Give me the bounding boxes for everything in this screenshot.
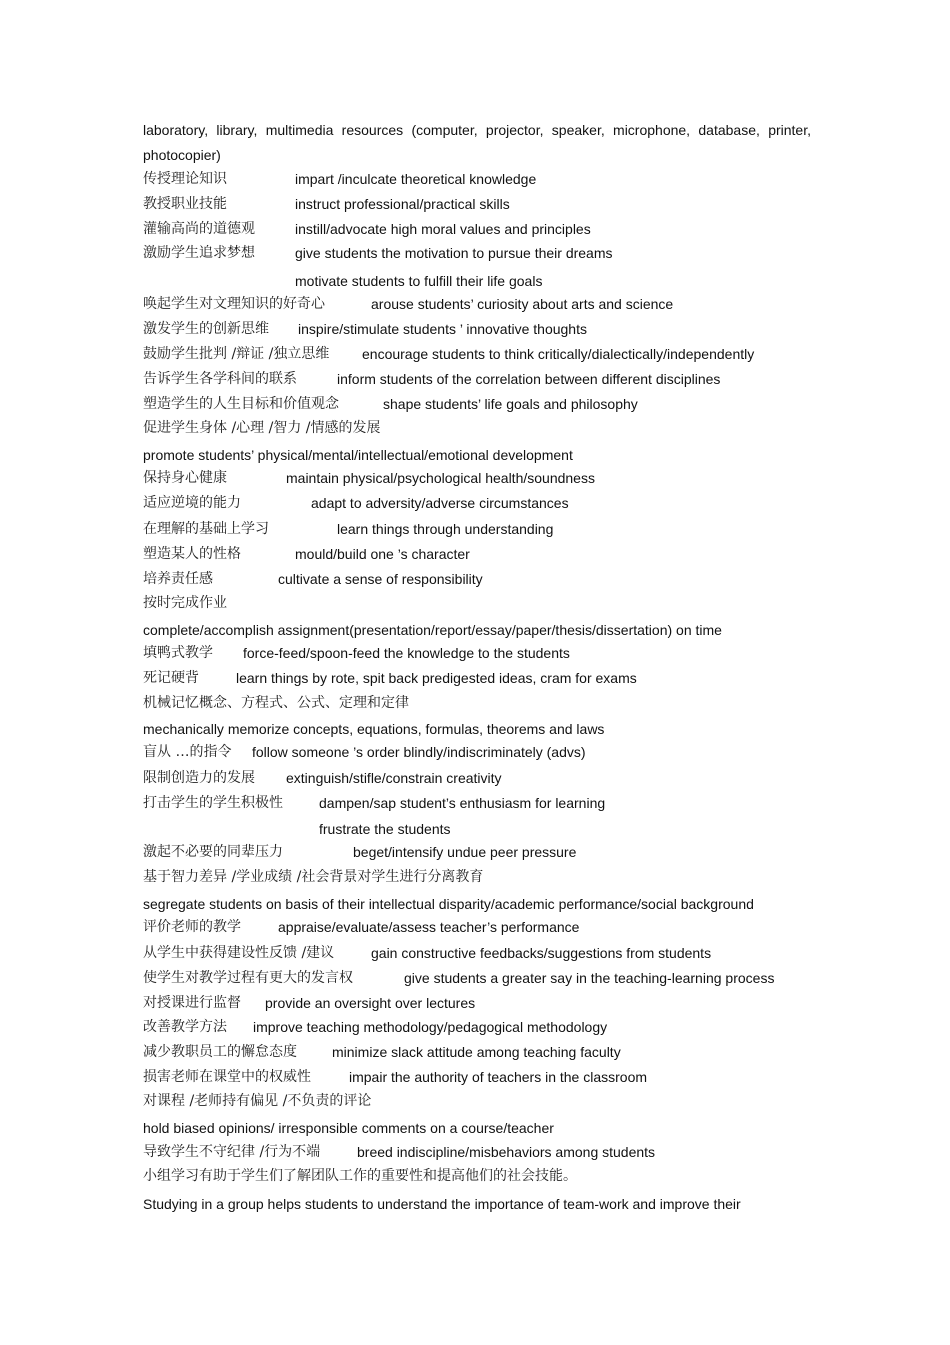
english-translation: encourage students to think critically/dialectically/independently [362,346,755,362]
chinese-term: 培养责任感 [143,571,213,587]
chinese-term: 保持身心健康 [143,470,227,486]
english-translation: provide an oversight over lectures [265,995,476,1011]
english-translation: give students a greater say in the teaching-learning process [404,970,775,986]
chinese-term: 损害老师在课堂中的权威性 [143,1069,311,1085]
english-translation: dampen/sap student’s enthusiasm for learning [319,795,606,811]
english-translation: appraise/evaluate/assess teacher’s performance [278,919,580,935]
english-translation: motivate students to fulfill their life goals [295,273,543,289]
english-translation: learn things through understanding [337,521,554,537]
chinese-term: 死记硬背 [143,670,199,686]
chinese-term: 激励学生追求梦想 [143,245,255,261]
english-translation: minimize slack attitude among teaching faculty [332,1044,621,1060]
chinese-term: 塑造某人的性格 [143,546,241,562]
english-translation: give students the motivation to pursue their dreams [295,245,613,261]
chinese-term: 传授理论知识 [143,171,227,187]
english-translation: arouse students’ curiosity about arts and science [371,296,674,312]
chinese-term: 教授职业技能 [143,196,227,212]
chinese-term: 鼓励学生批判 /辩证 /独立思维 [143,346,330,362]
chinese-term: 对课程 /老师持有偏见 /不负责的评论 [143,1093,372,1109]
english-translation: learn things by rote, spit back predigested ideas, cram for exams [236,670,637,686]
chinese-term: 机械记忆概念、方程式、公式、定理和定律 [143,695,409,711]
english-translation: cultivate a sense of responsibility [278,571,483,587]
chinese-term: 告诉学生各学科间的联系 [143,371,297,387]
english-translation: breed indiscipline/misbehaviors among students [357,1144,656,1160]
chinese-term: 限制创造力的发展 [143,770,255,786]
english-translation: complete/accomplish assignment(presentation/report/essay/paper/thesis/dissertation) on time [143,622,722,638]
chinese-term: 减少教职员工的懈怠态度 [143,1044,297,1060]
chinese-term: 促进学生身体 /心理 /智力 /情感的发展 [143,420,381,436]
english-translation: extinguish/stifle/constrain creativity [286,770,502,786]
chinese-term: 灌输高尚的道德观 [143,221,255,237]
english-translation: hold biased opinions/ irresponsible comments on a course/teacher [143,1120,554,1136]
chinese-term: 从学生中获得建设性反馈 /建议 [143,945,335,961]
english-translation: follow someone ’s order blindly/indiscriminately (advs) [252,744,586,760]
english-translation: improve teaching methodology/pedagogical methodology [253,1019,608,1035]
english-translation: Studying in a group helps students to understand the importance of team-work and improve their [143,1196,741,1212]
english-translation: maintain physical/psychological health/soundness [286,470,595,486]
english-translation: mould/build one ’s character [295,546,470,562]
chinese-term: 在理解的基础上学习 [143,521,269,537]
chinese-term: 打击学生的学生积极性 [143,795,283,811]
chinese-term: 基于智力差异 /学业成绩 /社会背景对学生进行分离教育 [143,869,484,885]
english-translation: gain constructive feedbacks/suggestions from students [371,945,712,961]
chinese-term: 塑造学生的人生目标和价值观念 [143,396,339,412]
english-translation: frustrate the students [319,821,451,837]
chinese-term: 按时完成作业 [143,595,227,611]
english-translation: mechanically memorize concepts, equations, formulas, theorems and laws [143,721,605,737]
chinese-term: 导致学生不守纪律 /行为不端 [143,1144,321,1160]
english-translation: inform students of the correlation between different disciplines [337,371,721,387]
chinese-term: 填鸭式教学 [143,645,213,661]
english-translation: shape students’ life goals and philosophy [383,396,638,412]
english-translation: adapt to adversity/adverse circumstances [311,495,569,511]
chinese-term: 激发学生的创新思维 [143,321,269,337]
english-translation: impair the authority of teachers in the classroom [349,1069,648,1085]
english-translation: impart /inculcate theoretical knowledge [295,171,537,187]
english-translation: instill/advocate high moral values and principles [295,221,591,237]
english-translation: promote students’ physical/mental/intellectual/emotional development [143,447,573,463]
chinese-term: 对授课进行监督 [143,995,241,1011]
english-translation: force-feed/spoon-feed the knowledge to the students [243,645,570,661]
chinese-term: 评价老师的教学 [143,919,241,935]
chinese-term: 小组学习有助于学生们了解团队工作的重要性和提高他们的社会技能。 [143,1168,577,1184]
chinese-term: 使学生对教学过程有更大的发言权 [143,970,353,986]
english-translation: segregate students on basis of their intellectual disparity/academic performance/social background [143,896,754,912]
chinese-term: 盲从 …的指令 [143,744,232,760]
english-translation: beget/intensify undue peer pressure [353,844,577,860]
chinese-term: 改善教学方法 [143,1019,227,1035]
intro-paragraph: laboratory, library, multimedia resources (computer, projector, speaker, microphone, database, printer, photocopier) [143,122,811,163]
english-translation: inspire/stimulate students ’ innovative thoughts [298,321,587,337]
chinese-term: 适应逆境的能力 [143,495,241,511]
chinese-term: 唤起学生对文理知识的好奇心 [143,296,325,312]
english-translation: instruct professional/practical skills [295,196,510,212]
chinese-term: 激起不必要的同辈压力 [143,844,283,860]
